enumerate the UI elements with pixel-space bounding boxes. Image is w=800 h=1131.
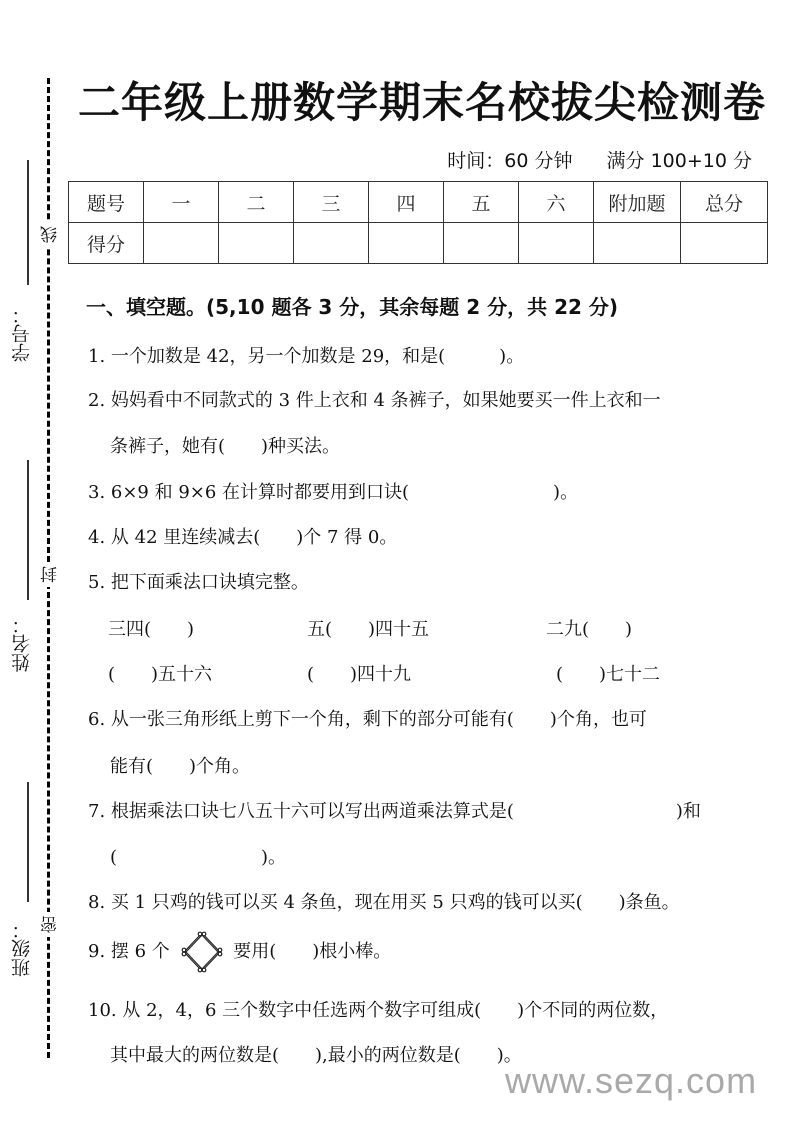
student-id-underline [27, 160, 29, 285]
score-cell-total[interactable] [681, 223, 768, 264]
section-heading: 一、填空题。(5,10 题各 3 分，其余每题 2 分，共 22 分) [86, 295, 619, 319]
score-cell-3[interactable] [294, 223, 369, 264]
question-6-line-1: 6. 从一张三角形纸上剪下一个角，剩下的部分可能有( )个角，也可 [88, 709, 647, 730]
header-cell-3: 三 [294, 182, 369, 223]
q5-item-1: 三四( ) [108, 619, 195, 640]
question-9 [88, 930, 391, 974]
student-id-label: 学号： [11, 305, 33, 362]
question-6-line-2: 能有( )个角。 [110, 756, 251, 777]
header-cell-question-no: 题号 [69, 182, 144, 223]
header-cell-bonus: 附加题 [594, 182, 681, 223]
q5-item-6: ( )七十二 [556, 664, 661, 685]
q5-item-2: 五( )四十五 [307, 619, 430, 640]
seal-mark-seal: 封 [38, 562, 63, 587]
exam-title: 二年级上册数学期末名校拔尖检测卷 [78, 78, 767, 127]
name-label: 姓名： [11, 615, 33, 672]
seal-mark-secret: 密 [38, 912, 63, 937]
time-limit: 时间：60 分钟 [447, 150, 573, 172]
class-label: 班级： [11, 920, 33, 977]
header-cell-5: 五 [444, 182, 519, 223]
question-7-line-2: ( )。 [110, 847, 287, 868]
score-table [68, 181, 768, 264]
stick-diamond-icon [180, 930, 224, 974]
q5-item-5: ( )四十九 [307, 664, 412, 685]
score-row-label: 得分 [69, 223, 144, 264]
question-1: 1. 一个加数是 42，另一个加数是 29，和是( )。 [88, 346, 525, 367]
score-cell-2[interactable] [219, 223, 294, 264]
q5-item-3: 二九( ) [546, 619, 633, 640]
question-10-line-2: 其中最大的两位数是( ),最小的两位数是( )。 [110, 1045, 522, 1066]
header-cell-6: 六 [519, 182, 594, 223]
watermark: www.sezq.com [505, 1060, 758, 1101]
header-cell-2: 二 [219, 182, 294, 223]
header-cell-4: 四 [369, 182, 444, 223]
question-7-line-1: 7. 根据乘法口诀七八五十六可以写出两道乘法算式是( )和 [88, 801, 701, 822]
question-4: 4. 从 42 里连续减去( )个 7 得 0。 [88, 527, 398, 548]
score-cell-1[interactable] [144, 223, 219, 264]
question-3: 3. 6×9 和 9×6 在计算时都要用到口诀( )。 [88, 482, 579, 503]
score-table-header-row [69, 182, 768, 223]
question-2-line-1: 2. 妈妈看中不同款式的 3 件上衣和 4 条裤子，如果她要买一件上衣和一 [88, 390, 661, 411]
score-cell-4[interactable] [369, 223, 444, 264]
question-10-line-1: 10. 从 2，4，6 三个数字中任选两个数字可组成( )个不同的两位数， [88, 1000, 669, 1021]
seal-mark-line: 线 [38, 222, 63, 247]
question-9-after: 要用( )根小棒。 [233, 941, 392, 962]
question-5: 5. 把下面乘法口诀填完整。 [88, 572, 309, 593]
class-underline [27, 782, 29, 902]
question-9-before: 9. 摆 6 个 [88, 941, 170, 962]
exam-meta [419, 146, 752, 173]
header-cell-total: 总分 [681, 182, 768, 223]
question-2-line-2: 条裤子，她有( )种买法。 [110, 436, 341, 457]
score-cell-6[interactable] [519, 223, 594, 264]
q5-item-4: ( )五十六 [108, 664, 213, 685]
score-cell-5[interactable] [444, 223, 519, 264]
full-score: 满分 100+10 分 [606, 150, 752, 172]
header-cell-1: 一 [144, 182, 219, 223]
score-table-score-row [69, 223, 768, 264]
score-cell-bonus[interactable] [594, 223, 681, 264]
name-underline [27, 460, 29, 600]
question-8: 8. 买 1 只鸡的钱可以买 4 条鱼，现在用买 5 只鸡的钱可以买( )条鱼。 [88, 892, 680, 913]
